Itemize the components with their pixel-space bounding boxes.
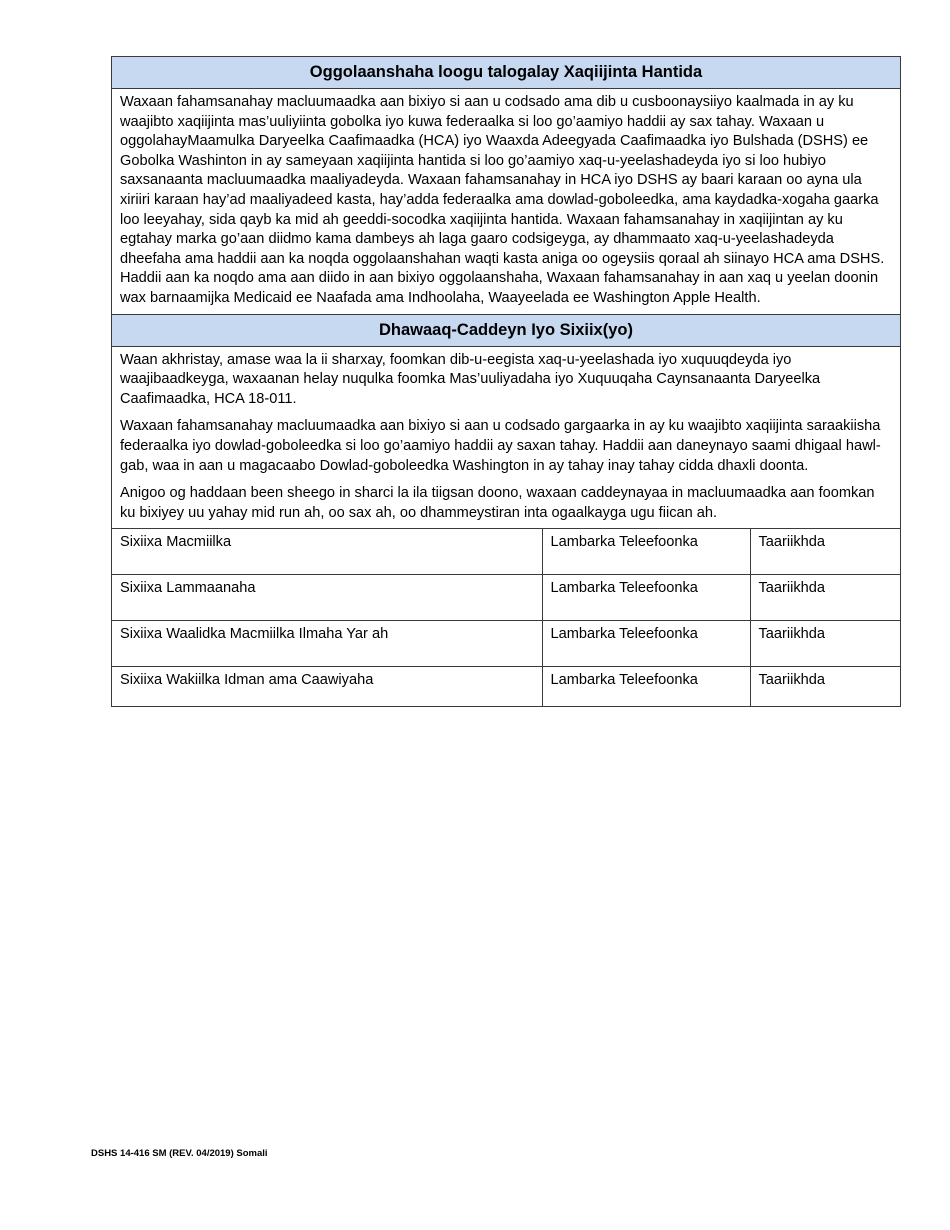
- spouse-phone-field[interactable]: Lambarka Teleefoonka: [542, 575, 750, 621]
- spouse-signature-field[interactable]: Sixiixa Lammaanaha: [112, 575, 542, 621]
- declaration-body: [112, 347, 900, 529]
- spouse-date-field[interactable]: Taariikhda: [750, 575, 900, 621]
- declaration-paragraph-read: Waan akhristay, amase waa la ii sharxay, foomkan dib-u-eegista xaq-u-yeelashada iyo xuquuqdeyda iyo waajibaadkeyga, waxaanan helay nuqulka foomka Mas’uuliyadaha iyo Xuquuqaha Caynsanaanta Daryeelka Caafimaadka, HCA 18-011.: [120, 351, 821, 407]
- representative-date-field[interactable]: Taariikhda: [758, 672, 826, 689]
- consent-form: [111, 56, 901, 707]
- asset-verification-body: [112, 89, 900, 314]
- client-date-field[interactable]: Taariikhda: [750, 529, 900, 575]
- parent-signature-field[interactable]: Sixiixa Waalidka Macmiilka Ilmaha Yar ah: [112, 621, 542, 667]
- asset-verification-paragraph: Waxaan fahamsanahay macluumaadka aan bixiyo si aan u codsado ama dib u cusboonaysiiyo kaalmada in ay ku waajibto xaqiijinta mas’uuliyiinta gobolka iyo kuwa federaalka si loo go’aamiyo haddii ay sax tahay. Waxaan u oggolahayMaamulka Daryeelka Caafimaadka (HCA) iyo Waaxda Adeegyada Caafimaadka iyo Bulshada (DSHS) ee Gobolka Washinton in ay sameyaan xaqiijinta hantida si loo go’aamiyo xaq-u-yeelashadeyda iyo si loo hubiyo saxsanaanta macluumaadka maaliyadeyda. Waxaan fahamsanahay in HCA iyo DSHS ay baari karaan oo ayna ula xiriiri karaan hay’ad maaliyadeed kasta, hay’adda federaalka ama dowlad-goboleedka, ama kaydadka-xogaha gaarka loo leeyahay, sida qayb ka mid ah geeddi-socodka xaqiijinta hantida. Waxaan fahamsanahay in xaqiijintan ay ku egtahay marka go’aan diidmo kama dambeys ah laga gaaro codsigeyga, ay dhammaato xaq-u-yeelashadeyda dheefaha ama haddii aan ka noqda oggolaanshahan waqti kasta aniga oo ogeysiis qoraal ah siinayo HCA ama DSHS. Haddii aan ka noqdo ama aan diido in aan bixiyo oggolaanshaha, Waxaan fahamsanahay in aan xaq u yeelan doonin wax barnaamijka Medicaid ee Naafada ama Indhoolaha, Waayeelada ee Washington Apple Health.: [120, 94, 885, 306]
- parent-date-field[interactable]: Taariikhda: [750, 621, 900, 667]
- representative-phone-field[interactable]: Lambarka Teleefoonka: [542, 667, 750, 707]
- asset-verification-heading: Oggolaanshaha loogu talogalay Xaqiijinta Hantida: [112, 57, 900, 89]
- signature-row-spouse: [112, 575, 900, 621]
- client-phone-field[interactable]: Lambarka Teleefoonka: [542, 529, 750, 575]
- declaration-paragraph-perjury: Anigoo og haddaan been sheego in sharci la ila tiigsan doono, waxaan caddeynayaa in macluumaadka aan foomkan ku bixiyey uu yahay mid run ah, oo sax ah, oo dhammeystiran inta ogaalkayga ugu fiican ah.: [120, 485, 875, 521]
- representative-signature-field[interactable]: Sixiixa Wakiilka Idman ama Caawiyaha: [112, 667, 542, 707]
- signature-row-client: [112, 529, 900, 575]
- declaration-paragraph-verification: Waxaan fahamsanahay macluumaadka aan bixiyo si aan u codsado gargaarka in ay ku waajibto xaqiijinta saraakiisha federaalka iyo dowlad-goboleedka si loo go’aamiyo haddii ay saxan tahay. Haddii aan daneynayo saami dhigaal hawl-gab, waa in aan u magacaabo Dowlad-goboleedka Washington in ay tahay inay tahay cidda dhaxli doonta.: [120, 418, 881, 474]
- form-id-footer: DSHS 14-416 SM (REV. 04/2019) Somali: [91, 1148, 268, 1159]
- parent-phone-field[interactable]: Lambarka Teleefoonka: [542, 621, 750, 667]
- signature-table: [112, 528, 900, 706]
- signature-row-representative: [112, 667, 900, 707]
- declaration-signature-heading: Dhawaaq-Caddeyn Iyo Sixiix(yo): [112, 314, 900, 347]
- client-signature-field[interactable]: Sixiixa Macmiilka: [112, 529, 542, 575]
- signature-row-parent: [112, 621, 900, 667]
